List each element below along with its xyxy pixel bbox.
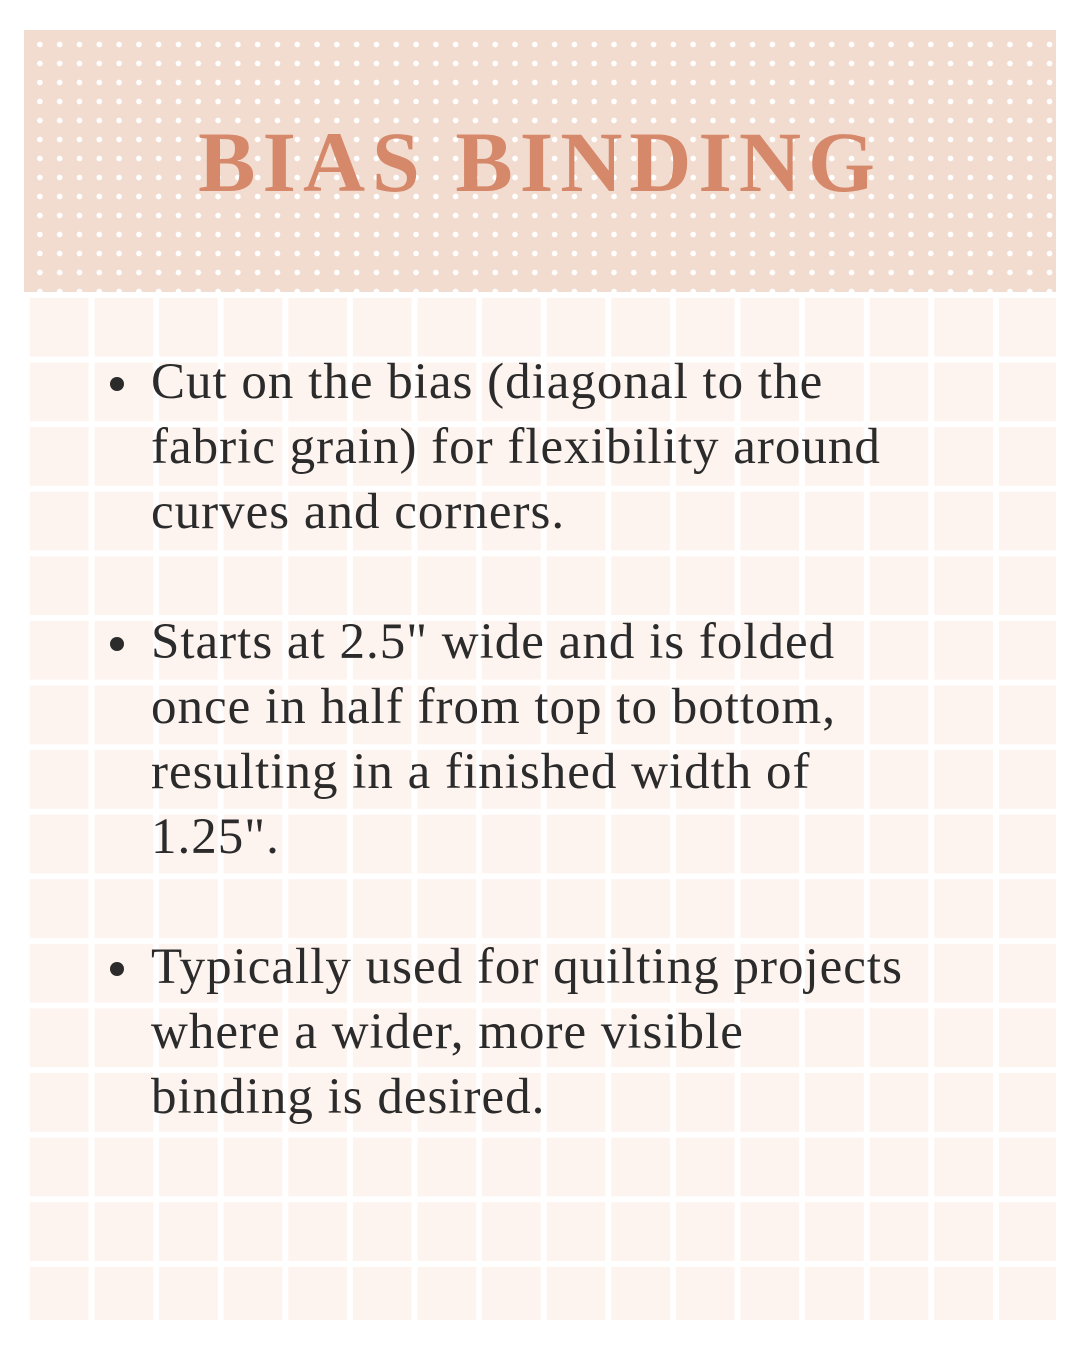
bullet-line: resulting in a finished width of xyxy=(151,744,811,800)
bullet-line: Typically used for quilting projects xyxy=(151,939,903,995)
bullet-list xyxy=(24,30,1056,1320)
bullet-dot-icon xyxy=(110,962,124,976)
info-card xyxy=(24,30,1056,1320)
list-item xyxy=(151,350,981,545)
bullet-line: binding is desired. xyxy=(151,1069,546,1125)
bullet-dot-icon xyxy=(110,377,124,391)
bullet-dot-icon xyxy=(110,637,124,651)
bullet-line: 1.25". xyxy=(151,809,280,865)
bullet-line: curves and corners. xyxy=(151,484,566,540)
bullet-line: fabric grain) for flexibility around xyxy=(151,419,881,475)
bullet-line: Cut on the bias (diagonal to the xyxy=(151,354,824,410)
list-item xyxy=(151,610,981,870)
bullet-line: Starts at 2.5" wide and is folded xyxy=(151,614,836,670)
list-item xyxy=(151,935,981,1130)
bullet-line: once in half from top to bottom, xyxy=(151,679,836,735)
bullet-line: where a wider, more visible xyxy=(151,1004,744,1060)
page-title: BIAS BINDING xyxy=(198,114,882,210)
